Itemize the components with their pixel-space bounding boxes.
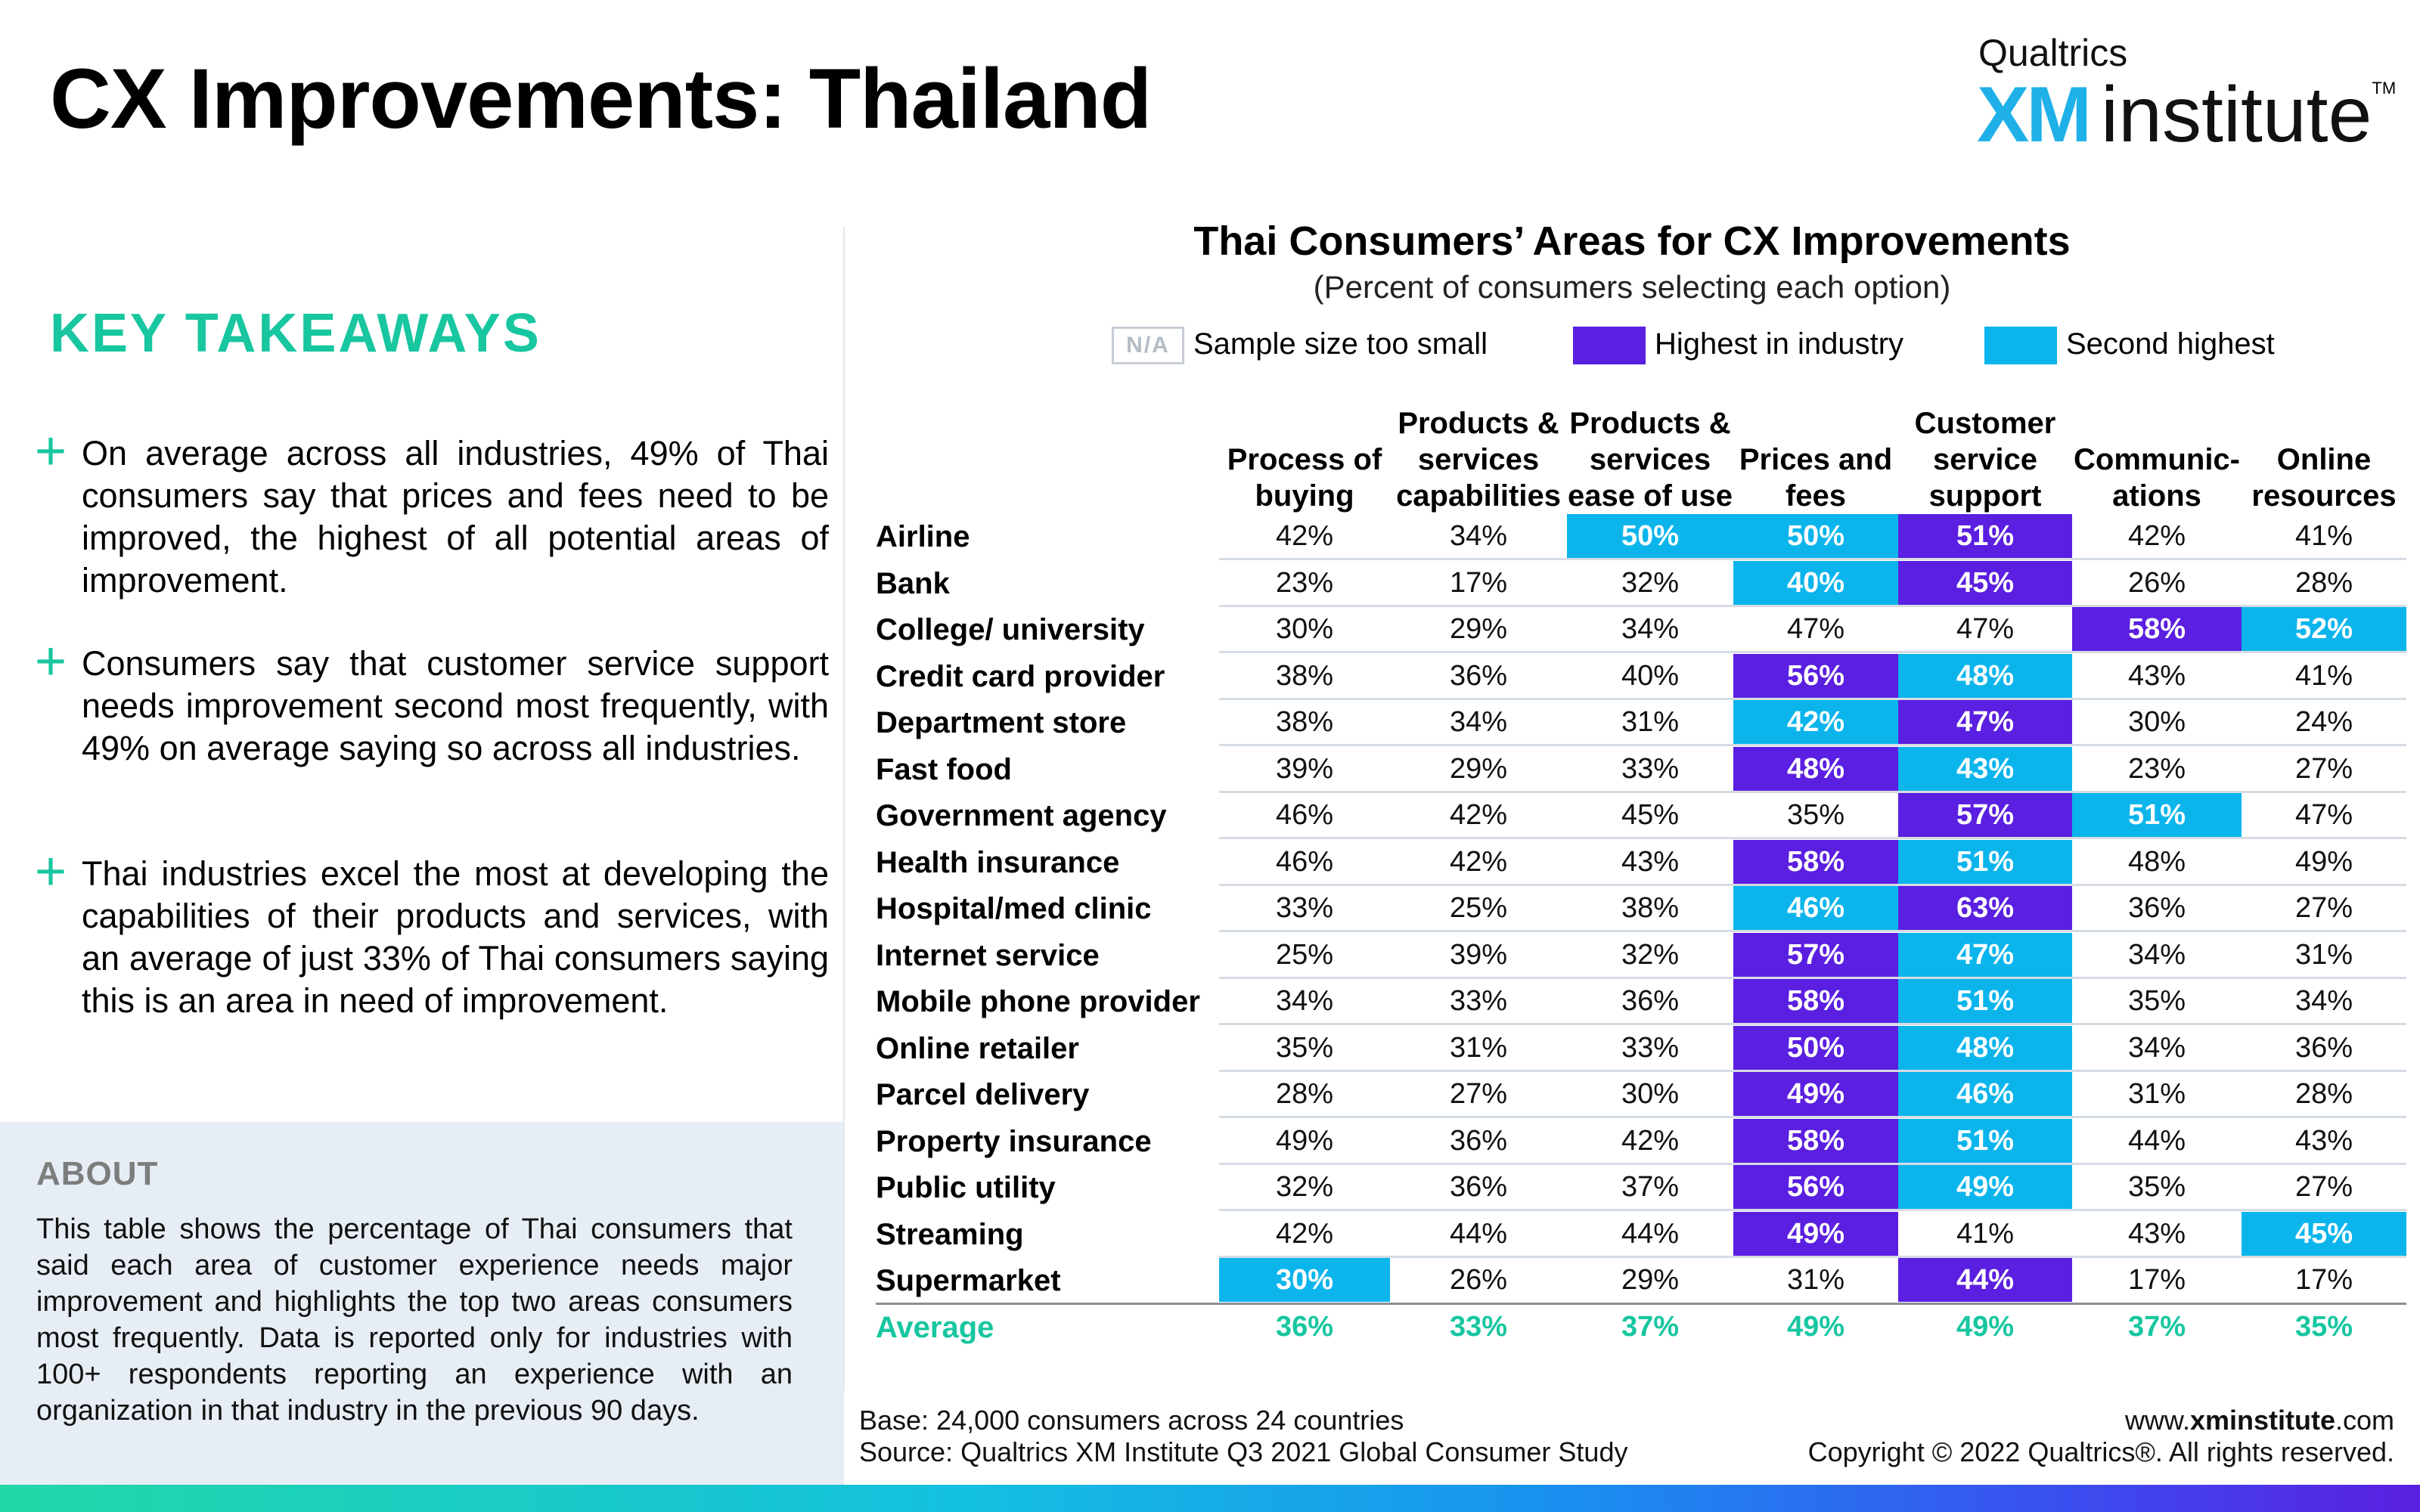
table-cell: 36% [1449,659,1508,692]
about-heading: ABOUT [36,1155,159,1192]
row-label: Bank [876,566,950,600]
legend-na-swatch: N/A [1112,327,1184,364]
row-label: Health insurance [876,845,1120,879]
table-cell: 57% [1898,793,2072,837]
legend-na-label: Sample size too small [1193,327,1488,361]
table-cell: 34% [1449,520,1508,552]
table-cell: 35% [1275,1031,1334,1064]
plus-icon: + [35,841,67,902]
average-cell: 36% [1275,1310,1334,1343]
legend-na [1112,324,1488,364]
table-cell: 32% [1275,1171,1334,1203]
table-cell: 34% [2127,938,2186,971]
table-cell: 29% [1621,1264,1680,1296]
table-cell: 45% [1621,799,1680,831]
table-cell: 31% [1621,706,1680,738]
key-takeaways-heading: KEY TAKEAWAYS [50,303,541,364]
row-label: Streaming [876,1217,1024,1251]
average-cell: 33% [1449,1310,1508,1343]
qualtrics-xm-institute-logo [1977,30,2397,159]
table-cell: 42% [2127,520,2186,552]
table-cell: 31% [2127,1078,2186,1110]
table-cell: 42% [1275,520,1334,552]
takeaway-text: Thai industries excel the most at developing the capabilities of their products and services, with an average of just 33% of Thai consumers saying this is an area in need of improvement. [82,854,829,1020]
table-cell: 30% [1219,1258,1390,1302]
row-label: Fast food [876,752,1012,786]
bottom-gradient-bar [0,1485,2420,1512]
table-cell: 34% [2127,1031,2186,1064]
table-cell: 40% [1733,561,1898,605]
legend-highest-swatch [1573,327,1646,364]
table-cell: 58% [2072,607,2242,651]
table-cell: 26% [2127,566,2186,599]
table-cell: 38% [1275,659,1334,692]
table-cell: 33% [1449,985,1508,1017]
table-cell: 47% [1898,933,2072,977]
column-header: Products & services ease of use [1568,407,1733,513]
plus-icon: + [35,631,67,692]
plus-icon: + [35,421,67,482]
table-cell: 25% [1449,892,1508,924]
table-cell: 49% [2294,845,2353,878]
table-cell: 51% [2072,793,2242,837]
table-cell: 46% [1733,886,1898,930]
chart-subtitle: (Percent of consumers selecting each option) [1313,269,1951,305]
table-cell: 52% [2242,607,2406,651]
table-cell: 47% [2294,799,2353,831]
logo-main-text [1977,68,2396,163]
takeaway-text: On average across all industries, 49% of Thai consumers say that prices and fees need to be improved, the highest of all potential areas of improvement. [82,434,829,600]
row-label: Online retailer [876,1031,1079,1065]
table-cell: 56% [1733,1165,1898,1209]
table-cell: 43% [2294,1124,2353,1157]
table-cell: 57% [1733,933,1898,977]
row-label: Airline [876,520,970,553]
table-cell: 26% [1449,1264,1508,1296]
footer-copyright-text: Copyright © 2022 Qualtrics®. All rights reserved. [1807,1436,2394,1467]
table-cell: 51% [1898,840,2072,884]
average-cell: 35% [2294,1310,2353,1343]
table-cell: 32% [1621,938,1680,971]
table-cell: 30% [1275,613,1334,645]
table-cell: 30% [1621,1078,1680,1110]
legend-highest-label: Highest in industry [1655,327,1904,361]
table-cell: 42% [1733,700,1898,744]
table-cell: 49% [1275,1124,1334,1157]
table-cell: 36% [1449,1171,1508,1203]
table-cell: 58% [1733,840,1898,884]
row-label: Internet service [876,938,1100,972]
table-cell: 36% [1621,985,1680,1017]
table-cell: 46% [1275,845,1334,878]
takeaway-text: Consumers say that customer service support needs improvement second most frequently, with 49% on average saying so across all industries. [82,644,829,767]
table-cell: 43% [2127,659,2186,692]
legend-second-label: Second highest [2066,327,2275,361]
table-cell: 46% [1275,799,1334,831]
row-label: Parcel delivery [876,1078,1090,1111]
row-label: Property insurance [876,1124,1152,1158]
key-takeaways-panel [0,227,844,1119]
average-cell: 49% [1956,1310,2015,1343]
table-cell: 35% [2127,1171,2186,1203]
footer-base-text: Base: 24,000 consumers across 24 countries [859,1405,1404,1436]
table-cell: 50% [1733,514,1898,558]
table-cell: 47% [1956,613,2015,645]
table-cell: 28% [2294,1078,2353,1110]
table-cell: 49% [1733,1072,1898,1116]
legend-second [1984,324,2275,364]
column-header: Process of buying [1227,443,1382,513]
table-cell: 34% [1621,613,1680,645]
table-cell: 47% [1898,700,2072,744]
table-cell: 34% [1275,985,1334,1017]
table-cell: 27% [2294,1171,2353,1203]
table-cell: 24% [2294,706,2353,738]
table-cell: 28% [1275,1078,1334,1110]
table-cell: 17% [1449,566,1508,599]
table-cell: 44% [1449,1217,1508,1250]
chart-title: Thai Consumers’ Areas for CX Improvements [1193,218,2071,264]
table-cell: 42% [1449,799,1508,831]
table-cell: 35% [2127,985,2186,1017]
row-label: Hospital/med clinic [876,892,1152,925]
table-cell: 42% [1621,1124,1680,1157]
table-cell: 17% [2127,1264,2186,1296]
table-cell: 56% [1733,654,1898,698]
column-header: Online resources [2251,443,2397,513]
table-cell: 33% [1275,892,1334,924]
table-cell: 51% [1898,1119,2072,1163]
table-cell: 35% [1786,799,1845,831]
table-cell: 45% [1898,561,2072,605]
table-cell: 37% [1621,1171,1680,1203]
table-cell: 41% [1956,1217,2015,1250]
row-label: Department store [876,706,1127,739]
average-row-label: Average [876,1310,994,1344]
row-label: Mobile phone provider [876,985,1200,1018]
table-cell: 17% [2294,1264,2353,1296]
table-cell: 36% [1449,1124,1508,1157]
table-cell: 33% [1621,752,1680,785]
about-box [0,1122,844,1485]
table-cell: 27% [2294,892,2353,924]
table-cell: 25% [1275,938,1334,971]
table-cell: 31% [2294,938,2353,971]
table-cell: 44% [2127,1124,2186,1157]
row-label: Credit card provider [876,659,1165,693]
legend-second-swatch [1984,327,2057,364]
footer-source-text: Source: Qualtrics XM Institute Q3 2021 Global Consumer Study [859,1436,1628,1467]
table-cell: 27% [1449,1078,1508,1110]
table-cell: 38% [1275,706,1334,738]
table-cell: 63% [1898,886,2072,930]
footer-url[interactable]: www.xminstitute.com [2124,1405,2394,1436]
table-cell: 42% [1275,1217,1334,1250]
row-label: Supermarket [876,1264,1061,1297]
table-cell: 48% [1733,747,1898,791]
table-cell: 27% [2294,752,2353,785]
table-cell: 34% [1449,706,1508,738]
table-cell: 39% [1449,938,1508,971]
column-header: Customer service support [1914,407,2056,513]
table-cell: 58% [1733,979,1898,1023]
about-text: This table shows the percentage of Thai consumers that said each area of customer experience needs major improvement and highlights the top two areas consumers most frequently. Data is reported only for industries with 100+ respondents reporting an experience with an organization in that industry in the previous 90 days. [36,1213,793,1427]
table-cell: 43% [1898,747,2072,791]
table-cell: 51% [1898,514,2072,558]
table-cell: 34% [2294,985,2353,1017]
table-cell: 48% [2127,845,2186,878]
table-cell: 31% [1786,1264,1845,1296]
table-cell: 41% [2294,520,2353,552]
average-cell: 49% [1786,1310,1845,1343]
table-cell: 23% [2127,752,2186,785]
legend-highest [1573,324,1903,364]
table-cell: 58% [1733,1119,1898,1163]
row-label: Government agency [876,799,1167,832]
table-cell: 50% [1567,514,1733,558]
table-cell: 43% [1621,845,1680,878]
table-cell: 36% [2127,892,2186,924]
table-cell: 38% [1621,892,1680,924]
table-cell: 33% [1621,1031,1680,1064]
table-cell: 31% [1449,1031,1508,1064]
table-cell: 46% [1898,1072,2072,1116]
table-cell: 32% [1621,566,1680,599]
average-cell: 37% [1621,1310,1680,1343]
table-cell: 29% [1449,752,1508,785]
panel-divider [843,227,845,1391]
table-cell: 39% [1275,752,1334,785]
table-cell: 49% [1898,1165,2072,1209]
footer-source [859,1405,1627,1468]
column-header: Communic-ations [2074,443,2240,513]
row-label: Public utility [876,1171,1056,1204]
footer-copyright [1808,1405,2394,1468]
logo-xm-text: XM [1977,71,2089,159]
table-cell: 48% [1898,654,2072,698]
column-header: Prices and fees [1739,443,1893,513]
table-cell: 49% [1733,1212,1898,1256]
row-label: College/ university [876,613,1145,646]
average-cell: 37% [2127,1310,2186,1343]
table-cell: 47% [1786,613,1845,645]
table-cell: 48% [1898,1026,2072,1070]
table-cell: 29% [1449,613,1508,645]
column-header: Products & services capabilities [1396,407,1561,513]
logo-qualtrics-text: Qualtrics [1978,32,2128,74]
table-cell: 45% [2242,1212,2406,1256]
page-title: CX Improvements: Thailand [50,51,1152,146]
table-cell: 28% [2294,566,2353,599]
table-cell: 41% [2294,659,2353,692]
table-cell: 50% [1733,1026,1898,1070]
table-cell: 36% [2294,1031,2353,1064]
table-cell: 40% [1621,659,1680,692]
table-cell: 51% [1898,979,2072,1023]
table-cell: 23% [1275,566,1334,599]
table-cell: 44% [1621,1217,1680,1250]
table-cell: 42% [1449,845,1508,878]
table-cell: 30% [2127,706,2186,738]
logo-institute-text: institute [2101,71,2372,159]
logo-tm-text: TM [2372,79,2397,98]
table-cell: 43% [2127,1217,2186,1250]
table-cell: 44% [1898,1258,2072,1302]
